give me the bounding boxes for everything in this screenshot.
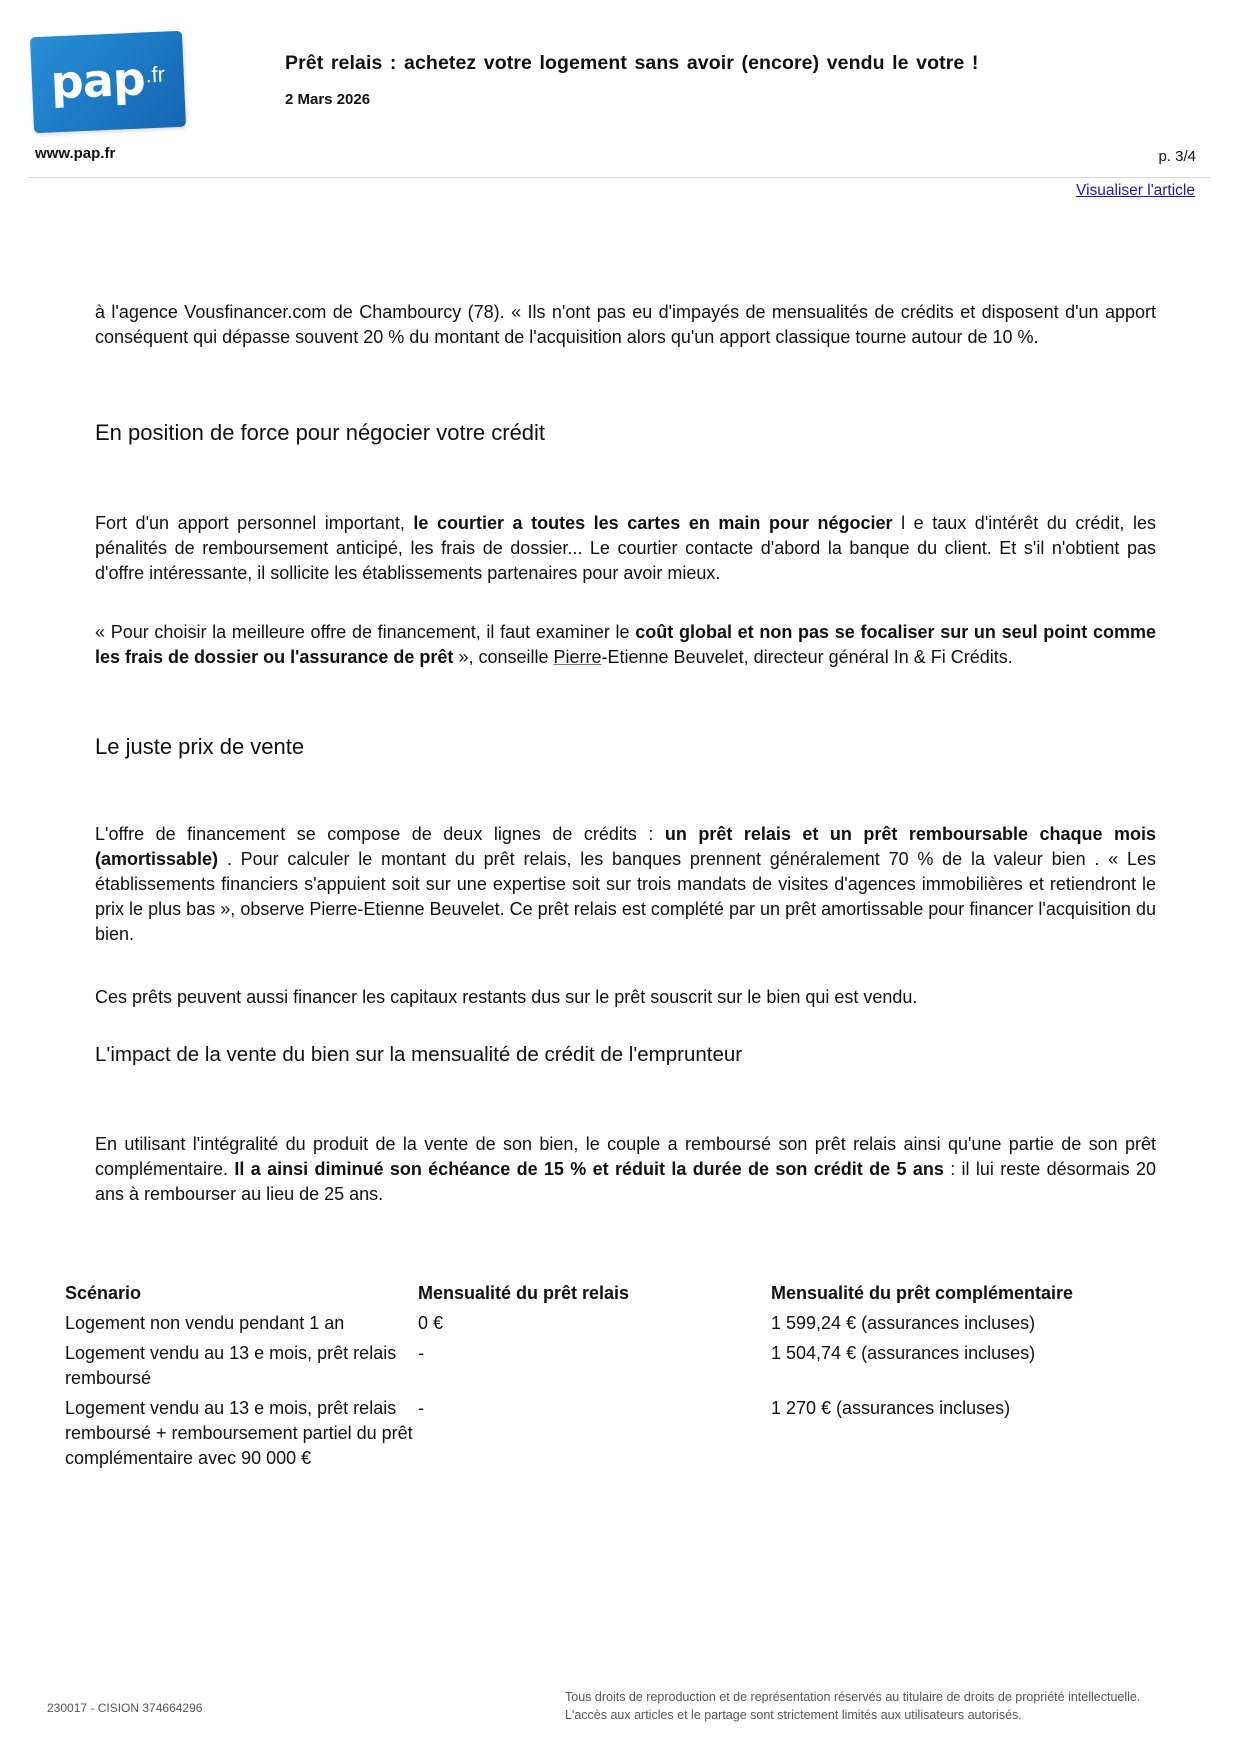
text: En utilisant l'intégralité du produit de la vente de son bien, le couple a remboursé son prêt relais ainsi qu'une partie de son prêt complémentaire. — [95, 1134, 1156, 1179]
table-row — [65, 1396, 1101, 1471]
page-number: p. 3/4 — [1158, 148, 1196, 165]
table-header-row — [65, 1281, 1101, 1306]
footer-rights-notice — [565, 1688, 1140, 1724]
logo-text: pap — [49, 51, 146, 110]
cell-complementary-payment: 1 504,74 € (assurances incluses) — [771, 1343, 1036, 1363]
rights-line-2: L'accès aux articles et le partage sont strictement limités aux utilisateurs autorisés. — [565, 1708, 1022, 1722]
view-article-link[interactable]: Visualiser l'article — [1076, 182, 1195, 199]
text: l e taux d'intérêt du crédit, les pénalités de remboursement anticipé, les frais de dossier... Le courtier contacte d'abord la banque du client. Et s'il n'obtient pas d'offre intéressante, il sollicite les établissements partenaires pour avoir mieux. — [95, 513, 1156, 583]
header-divider — [28, 177, 1210, 178]
pap-logo — [30, 31, 186, 134]
text: . Pour calculer le montant du prêt relais, les banques prennent généralement 70 % de la valeur bien . « Les établissements financiers s'appuient soit sur une expertise soit sur trois mandats de visites d'agences immobilières et retiendront le prix le plus bas », observe Pierre-Etienne Beuvelet. Ce prêt relais est complété par un prêt amortissable pour financer l'acquisition du bien. — [95, 849, 1156, 944]
cell-complementary-payment: 1 599,24 € (assurances incluses) — [771, 1313, 1036, 1333]
cell-scenario: Logement non vendu pendant 1 an — [65, 1313, 345, 1333]
paragraph-4 — [95, 822, 1156, 947]
bold-text: un prêt relais et un prêt remboursable chaque mois (amortissable) — [95, 824, 1156, 869]
cell-scenario: Logement vendu au 13 e mois, prêt relais remboursé + remboursement partiel du prêt complémentaire avec 90 000 € — [65, 1398, 413, 1468]
table-row — [65, 1311, 1101, 1336]
paragraph-1: à l'agence Vousfinancer.com de Chambourcy (78). « Ils n'ont pas eu d'impayés de mensualités de crédits et disposent d'un apport conséquent qui dépasse souvent 20 % du montant de l'acquisition alors qu'un apport classique tourne autour de 10 %. — [95, 302, 1156, 347]
site-url: www.pap.fr — [35, 145, 116, 162]
bold-text: Il a ainsi diminué son échéance de 15 % et réduit la durée de son crédit de 5 ans — [234, 1159, 944, 1179]
footer-document-id: 230017 - CISION 374664296 — [47, 1701, 203, 1715]
cell-scenario: Logement vendu au 13 e mois, prêt relais remboursé — [65, 1343, 397, 1388]
logo-tld: .fr — [144, 61, 166, 88]
paragraph-2 — [95, 511, 1156, 586]
bold-text: coût global et non pas se focaliser sur un seul point comme les frais de dossier ou l'assurance de prêt — [95, 622, 1156, 667]
cell-relay-payment: - — [418, 1343, 424, 1363]
heading-impact: L'impact de la vente du bien sur la mensualité de crédit de l'emprunteur — [95, 1043, 743, 1066]
article-date: 2 Mars 2026 — [285, 91, 371, 108]
table-row — [65, 1341, 1101, 1391]
bold-text: le courtier a toutes les cartes en main pour négocier — [413, 513, 893, 533]
paragraph-6 — [95, 1132, 1156, 1207]
header-relay-payment: Mensualité du prêt relais — [418, 1283, 630, 1303]
article-title: Prêt relais : achetez votre logement sans avoir (encore) vendu le votre ! — [285, 52, 979, 74]
text: L'offre de financement se compose de deux lignes de crédits : — [95, 824, 665, 844]
person-link[interactable]: Pierre — [553, 647, 602, 667]
text: Fort d'un apport personnel important, — [95, 513, 414, 533]
scenario-table — [65, 1281, 1101, 1471]
paragraph-5: Ces prêts peuvent aussi financer les capitaux restants dus sur le prêt souscrit sur le bien qui est vendu. — [95, 987, 918, 1007]
rights-line-1: Tous droits de reproduction et de représentation réservés au titulaire de droits de propriété intellectuelle. — [565, 1690, 1141, 1704]
text: », conseille — [453, 647, 554, 667]
heading-negotiation: En position de force pour négocier votre crédit — [95, 420, 546, 445]
text: -Etienne Beuvelet, directeur général In & Fi Crédits. — [601, 647, 1013, 667]
paragraph-3 — [95, 620, 1156, 670]
cell-complementary-payment: 1 270 € (assurances incluses) — [771, 1398, 1011, 1418]
header-scenario: Scénario — [65, 1283, 142, 1303]
text: : il lui reste désormais 20 ans à rembourser au lieu de 25 ans. — [95, 1159, 1156, 1204]
cell-relay-payment: - — [418, 1398, 424, 1418]
cell-relay-payment: 0 € — [418, 1313, 444, 1333]
header-complementary-payment: Mensualité du prêt complémentaire — [771, 1283, 1074, 1303]
heading-fair-price: Le juste prix de vente — [95, 734, 305, 759]
text: « Pour choisir la meilleure offre de financement, il faut examiner le — [95, 622, 636, 642]
